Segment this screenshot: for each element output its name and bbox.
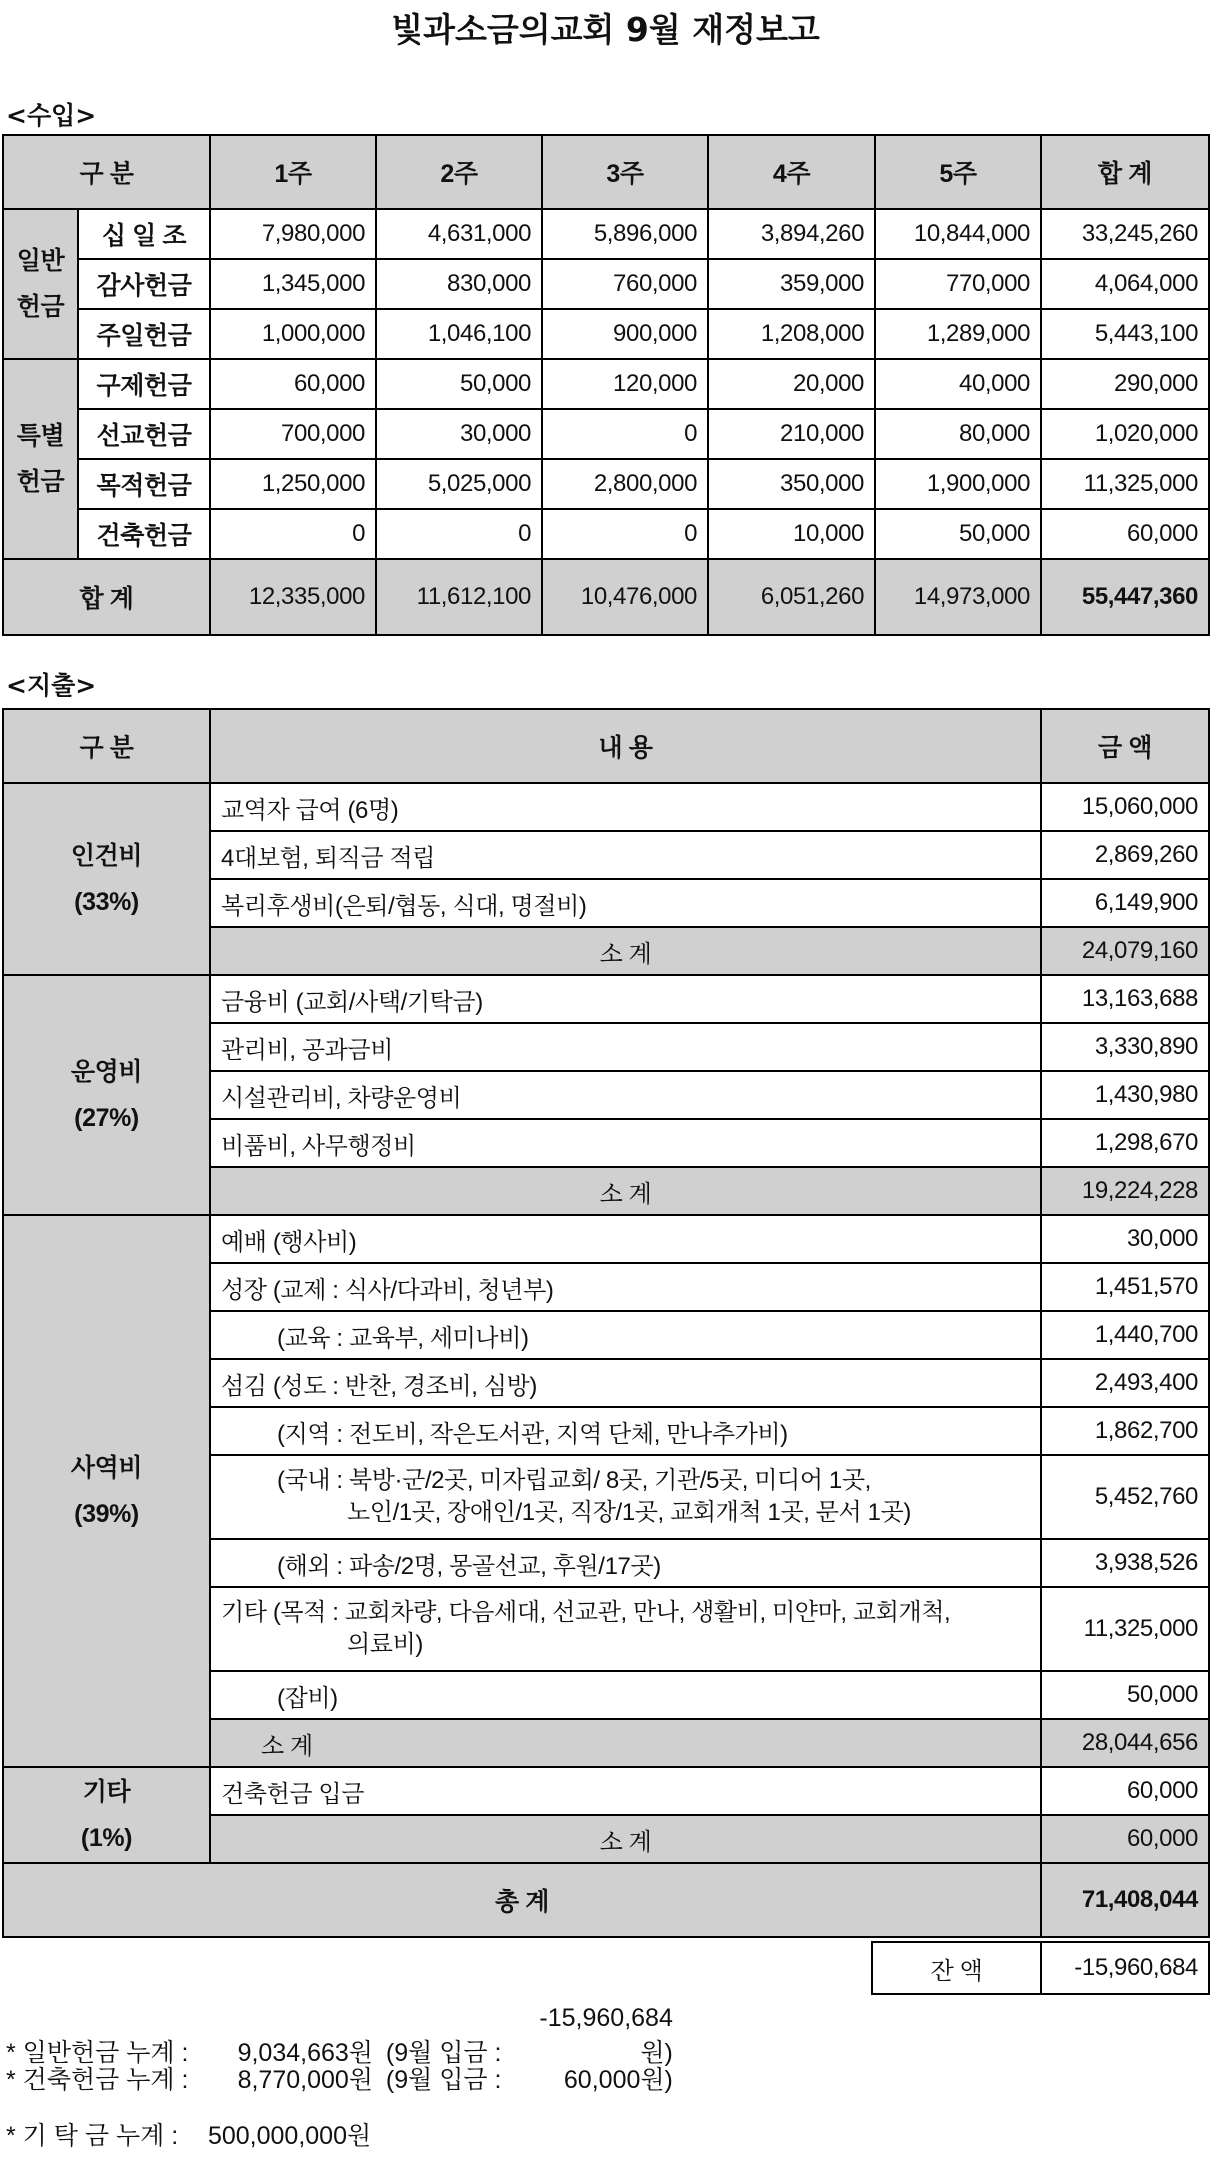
income-row bbox=[3, 459, 1209, 509]
expense-desc: 성장 (교제 : 식사/다과비, 청년부) bbox=[210, 1263, 1041, 1311]
expense-desc: 4대보험, 퇴직금 적립 bbox=[210, 831, 1041, 879]
income-section-label: <수입> bbox=[6, 101, 97, 130]
expense-subtotal-label: 소 계 bbox=[210, 927, 1041, 975]
income-cell: 770,000 bbox=[875, 259, 1041, 309]
expense-desc: 예배 (행사비) bbox=[210, 1215, 1041, 1263]
income-row-total: 5,443,100 bbox=[1041, 309, 1209, 359]
income-cell: 359,000 bbox=[708, 259, 875, 309]
expense-subtotal-label: 소 계 bbox=[210, 1719, 1041, 1767]
note-extra-value: 60,000원) bbox=[563, 2066, 673, 2094]
expense-group-pct: (39%) bbox=[74, 1500, 139, 1528]
income-row bbox=[3, 509, 1209, 559]
expense-amount: 3,938,526 bbox=[1041, 1539, 1209, 1587]
expense-group-name: 기타 bbox=[82, 1778, 131, 1806]
income-cell: 760,000 bbox=[542, 259, 708, 309]
note-value: 9,034,663원 bbox=[237, 2039, 373, 2067]
income-table bbox=[2, 134, 1210, 636]
expense-row bbox=[3, 1215, 1209, 1263]
income-cell: 2,800,000 bbox=[542, 459, 708, 509]
income-cell: 1,250,000 bbox=[210, 459, 376, 509]
income-cell: 4,631,000 bbox=[376, 209, 542, 259]
expense-subtotal-label: 소 계 bbox=[210, 1815, 1041, 1863]
expense-desc: 시설관리비, 차량운영비 bbox=[210, 1071, 1041, 1119]
expense-group-pct: (27%) bbox=[74, 1104, 139, 1132]
income-row-total: 1,020,000 bbox=[1041, 409, 1209, 459]
income-header-week: 4주 bbox=[708, 135, 875, 209]
expense-amount: 6,149,900 bbox=[1041, 879, 1209, 927]
income-item: 주일헌금 bbox=[78, 309, 210, 359]
income-row-total: 290,000 bbox=[1041, 359, 1209, 409]
income-cell: 60,000 bbox=[210, 359, 376, 409]
income-row-total: 60,000 bbox=[1041, 509, 1209, 559]
balance-label: 잔 액 bbox=[872, 1942, 1041, 1994]
income-cell: 700,000 bbox=[210, 409, 376, 459]
income-header-total: 합 계 bbox=[1041, 135, 1209, 209]
income-header-week: 3주 bbox=[542, 135, 708, 209]
income-row bbox=[3, 209, 1209, 259]
income-cell: 20,000 bbox=[708, 359, 875, 409]
income-cell: 10,844,000 bbox=[875, 209, 1041, 259]
income-cell: 1,000,000 bbox=[210, 309, 376, 359]
expense-desc-cell bbox=[210, 1587, 1041, 1671]
income-cell: 0 bbox=[376, 509, 542, 559]
income-sum-cell: 14,973,000 bbox=[875, 559, 1041, 635]
expense-desc: 기타 (목적 : 교회차량, 다음세대, 선교관, 만나, 생활비, 미얀마, 교회개척, bbox=[221, 1599, 951, 1626]
expense-amount: 1,298,670 bbox=[1041, 1119, 1209, 1167]
income-row-total: 11,325,000 bbox=[1041, 459, 1209, 509]
expense-header-content: 내 용 bbox=[210, 709, 1041, 783]
note-value: 500,000,000원 bbox=[207, 2122, 372, 2150]
note-value: 8,770,000원 bbox=[237, 2066, 373, 2094]
note-extra-label: (9월 입금 : bbox=[385, 2039, 502, 2067]
expense-group-name: 운영비 bbox=[70, 1058, 143, 1086]
income-row-total: 33,245,260 bbox=[1041, 209, 1209, 259]
note-label: * 건축헌금 누계 : bbox=[6, 2066, 189, 2094]
expense-amount: 15,060,000 bbox=[1041, 783, 1209, 831]
expense-group-other bbox=[3, 1767, 210, 1863]
expense-desc-cell bbox=[210, 1311, 1041, 1359]
note-extra-value: -15,960,684원) bbox=[539, 2004, 673, 2067]
income-cell: 830,000 bbox=[376, 259, 542, 309]
expense-desc-cell bbox=[210, 1455, 1041, 1539]
income-item: 선교헌금 bbox=[78, 409, 210, 459]
expense-group-name: 사역비 bbox=[70, 1454, 143, 1482]
income-cell: 50,000 bbox=[875, 509, 1041, 559]
income-row bbox=[3, 309, 1209, 359]
income-grand-total: 55,447,360 bbox=[1041, 559, 1209, 635]
expense-amount: 13,163,688 bbox=[1041, 975, 1209, 1023]
expense-row bbox=[3, 1767, 1209, 1815]
income-cell: 5,025,000 bbox=[376, 459, 542, 509]
page-title: 빛과소금의교회 9월 재정보고 bbox=[391, 10, 820, 49]
expense-row bbox=[3, 783, 1209, 831]
expense-desc: (해외 : 파송/2명, 몽골선교, 후원/17곳) bbox=[277, 1552, 661, 1580]
expense-desc-line2: 의료비) bbox=[347, 1631, 423, 1658]
income-cell: 10,000 bbox=[708, 509, 875, 559]
income-cell: 210,000 bbox=[708, 409, 875, 459]
income-cell: 1,345,000 bbox=[210, 259, 376, 309]
expense-amount: 2,869,260 bbox=[1041, 831, 1209, 879]
expense-amount: 1,430,980 bbox=[1041, 1071, 1209, 1119]
expense-desc: 관리비, 공과금비 bbox=[210, 1023, 1041, 1071]
expense-desc: 비품비, 사무행정비 bbox=[210, 1119, 1041, 1167]
income-row bbox=[3, 359, 1209, 409]
expense-amount: 11,325,000 bbox=[1041, 1587, 1209, 1671]
income-cell: 0 bbox=[542, 509, 708, 559]
income-cell: 1,046,100 bbox=[376, 309, 542, 359]
expense-desc: (교육 : 교육부, 세미나비) bbox=[277, 1324, 529, 1352]
expense-amount: 5,452,760 bbox=[1041, 1455, 1209, 1539]
income-sum-cell: 11,612,100 bbox=[376, 559, 542, 635]
expense-desc: (잡비) bbox=[277, 1684, 338, 1712]
expense-section-label: <지출> bbox=[6, 671, 97, 700]
income-cell: 30,000 bbox=[376, 409, 542, 459]
expense-desc: 금융비 (교회/사택/기탁금) bbox=[210, 975, 1041, 1023]
expense-group-ministry bbox=[3, 1215, 210, 1767]
expense-row bbox=[3, 975, 1209, 1023]
income-cell: 1,289,000 bbox=[875, 309, 1041, 359]
income-cell: 50,000 bbox=[376, 359, 542, 409]
expense-amount: 1,862,700 bbox=[1041, 1407, 1209, 1455]
income-group-special: 특별 헌금 bbox=[3, 359, 78, 559]
expense-subtotal-amount: 60,000 bbox=[1041, 1815, 1209, 1863]
expense-header-row bbox=[3, 709, 1209, 783]
expense-desc-line2: 노인/1곳, 장애인/1곳, 직장/1곳, 교회개척 1곳, 문서 1곳) bbox=[347, 1499, 911, 1526]
note-deposit bbox=[6, 2116, 371, 2152]
expense-amount: 1,440,700 bbox=[1041, 1311, 1209, 1359]
expense-amount: 30,000 bbox=[1041, 1215, 1209, 1263]
expense-group-name: 인건비 bbox=[70, 842, 143, 870]
note-extra-label: (9월 입금 : bbox=[385, 2066, 502, 2094]
income-item: 목적헌금 bbox=[78, 459, 210, 509]
expense-desc: 건축헌금 입금 bbox=[210, 1767, 1041, 1815]
income-header-week: 2주 bbox=[376, 135, 542, 209]
expense-subtotal-label: 소 계 bbox=[210, 1167, 1041, 1215]
income-cell: 3,894,260 bbox=[708, 209, 875, 259]
expense-desc-cell bbox=[210, 1407, 1041, 1455]
income-sum-row bbox=[3, 559, 1209, 635]
expense-desc: (국내 : 북방·군/2곳, 미자립교회/ 8곳, 기관/5곳, 미디어 1곳, bbox=[277, 1467, 871, 1494]
income-cell: 120,000 bbox=[542, 359, 708, 409]
expense-desc-cell bbox=[210, 1539, 1041, 1587]
income-cell: 0 bbox=[210, 509, 376, 559]
income-sum-cell: 12,335,000 bbox=[210, 559, 376, 635]
income-header-week: 5주 bbox=[875, 135, 1041, 209]
expense-grand-total-row bbox=[3, 1863, 1209, 1937]
income-row bbox=[3, 259, 1209, 309]
income-item: 건축헌금 bbox=[78, 509, 210, 559]
balance-table bbox=[871, 1941, 1210, 1995]
income-header-category: 구 분 bbox=[3, 135, 210, 209]
income-item: 감사헌금 bbox=[78, 259, 210, 309]
income-header-row bbox=[3, 135, 1209, 209]
expense-desc: 섬김 (성도 : 반찬, 경조비, 심방) bbox=[210, 1359, 1041, 1407]
expense-amount: 2,493,400 bbox=[1041, 1359, 1209, 1407]
expense-amount: 1,451,570 bbox=[1041, 1263, 1209, 1311]
income-item: 구제헌금 bbox=[78, 359, 210, 409]
income-cell: 40,000 bbox=[875, 359, 1041, 409]
income-item: 십 일 조 bbox=[78, 209, 210, 259]
expense-desc: (지역 : 전도비, 작은도서관, 지역 단체, 만나추가비) bbox=[277, 1420, 788, 1448]
expense-group-operations bbox=[3, 975, 210, 1215]
expense-grand-total-amount: 71,408,044 bbox=[1041, 1863, 1209, 1937]
income-row bbox=[3, 409, 1209, 459]
income-cell: 0 bbox=[542, 409, 708, 459]
balance-row bbox=[872, 1942, 1209, 1994]
income-sum-cell: 10,476,000 bbox=[542, 559, 708, 635]
expense-grand-total-label: 총 계 bbox=[3, 1863, 1041, 1937]
expense-desc: 교역자 급여 (6명) bbox=[210, 783, 1041, 831]
expense-subtotal-amount: 19,224,228 bbox=[1041, 1167, 1209, 1215]
income-cell: 900,000 bbox=[542, 309, 708, 359]
expense-subtotal-amount: 28,044,656 bbox=[1041, 1719, 1209, 1767]
note-label: * 일반헌금 누계 : bbox=[6, 2039, 189, 2067]
income-cell: 1,208,000 bbox=[708, 309, 875, 359]
income-row-total: 4,064,000 bbox=[1041, 259, 1209, 309]
expense-group-pct: (33%) bbox=[74, 888, 139, 916]
income-cell: 5,896,000 bbox=[542, 209, 708, 259]
expense-amount: 50,000 bbox=[1041, 1671, 1209, 1719]
income-sum-cell: 6,051,260 bbox=[708, 559, 875, 635]
note-label: * 기 탁 금 누계 : bbox=[6, 2122, 179, 2150]
expense-subtotal-amount: 24,079,160 bbox=[1041, 927, 1209, 975]
expense-desc: 복리후생비(은퇴/협동, 식대, 명절비) bbox=[210, 879, 1041, 927]
expense-header-category: 구 분 bbox=[3, 709, 210, 783]
expense-amount: 3,330,890 bbox=[1041, 1023, 1209, 1071]
income-sum-label: 합 계 bbox=[3, 559, 210, 635]
income-group-general: 일반 헌금 bbox=[3, 209, 78, 359]
income-header-week: 1주 bbox=[210, 135, 376, 209]
expense-group-pct: (1%) bbox=[80, 1824, 133, 1852]
balance-amount: -15,960,684 bbox=[1041, 1942, 1209, 1994]
expense-group-personnel bbox=[3, 783, 210, 975]
expense-amount: 60,000 bbox=[1041, 1767, 1209, 1815]
note-building bbox=[6, 2060, 673, 2096]
income-cell: 7,980,000 bbox=[210, 209, 376, 259]
income-cell: 80,000 bbox=[875, 409, 1041, 459]
expense-header-amount: 금 액 bbox=[1041, 709, 1209, 783]
income-cell: 1,900,000 bbox=[875, 459, 1041, 509]
income-cell: 350,000 bbox=[708, 459, 875, 509]
expense-desc-cell bbox=[210, 1671, 1041, 1719]
expense-table bbox=[2, 708, 1210, 1938]
